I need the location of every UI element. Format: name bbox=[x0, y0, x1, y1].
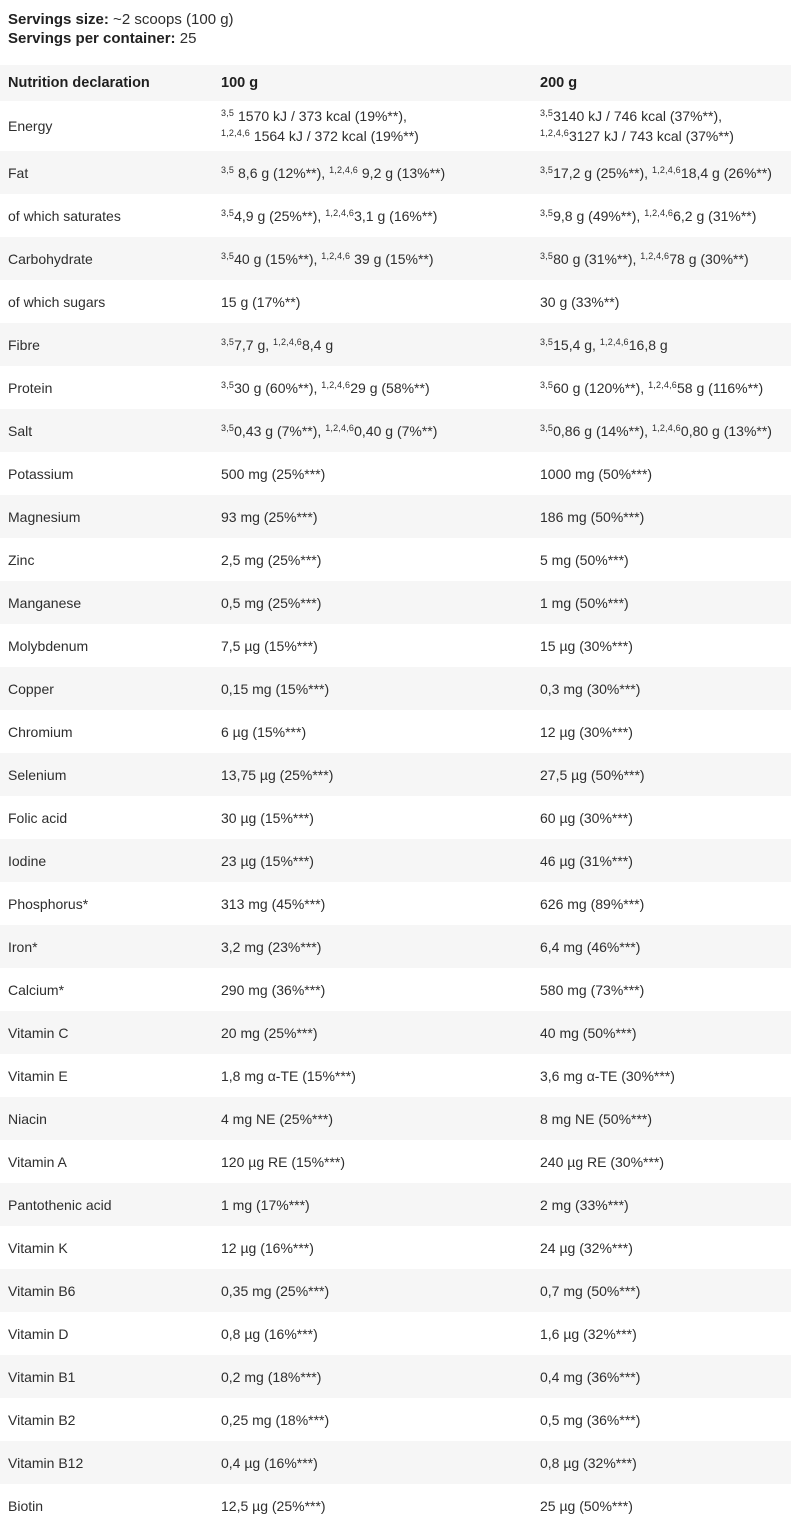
per-200g-value-cell: 60 µg (30%***) bbox=[540, 809, 633, 826]
nutrient-name-cell: of which saturates bbox=[8, 207, 121, 224]
servings-size-value: ~2 scoops (100 g) bbox=[108, 11, 234, 28]
nutrition-table bbox=[0, 65, 791, 1527]
table-body bbox=[0, 101, 791, 1527]
per-200g-value-cell: 27,5 µg (50%***) bbox=[540, 766, 645, 783]
nutrient-name-cell: Protein bbox=[8, 379, 53, 396]
nutrient-name-cell: Niacin bbox=[8, 1110, 47, 1127]
reference-superscript: 1,2,4,6 bbox=[273, 336, 302, 347]
per-100g-value-cell: $^{3,5}$ 1570 kJ / 373 kcal (19%**), $^{1,2,4,6}$ 1564 kJ / 372 kcal (19%**) bbox=[221, 108, 419, 144]
per-100g-value-cell: 1 mg (17%***) bbox=[221, 1196, 310, 1213]
per-200g-value-cell: 6,4 mg (46%***) bbox=[540, 938, 641, 955]
nutrient-name-cell: Potassium bbox=[8, 465, 74, 482]
per-200g-value-cell: 0,7 mg (50%***) bbox=[540, 1282, 641, 1299]
table-row bbox=[0, 1140, 791, 1183]
reference-superscript: 3,5 bbox=[540, 379, 554, 390]
nutrient-name-cell: Molybdenum bbox=[8, 637, 89, 654]
per-200g-value-cell: 0,5 mg (36%***) bbox=[540, 1411, 641, 1428]
per-100g-value-cell: 4 mg NE (25%***) bbox=[221, 1110, 334, 1127]
reference-superscript: 1,2,4,6 bbox=[648, 379, 678, 390]
column-header-nutrition-declaration: Nutrition declaration bbox=[8, 75, 150, 91]
nutrient-name-cell: of which sugars bbox=[8, 293, 106, 310]
per-200g-value-cell: 12 µg (30%***) bbox=[540, 723, 633, 740]
per-100g-value-cell: 290 mg (36%***) bbox=[221, 981, 326, 998]
nutrient-name-cell: Magnesium bbox=[8, 508, 81, 525]
reference-superscript: 1,2,4,6 bbox=[321, 379, 351, 390]
nutrient-name-cell: Chromium bbox=[8, 723, 73, 740]
nutrient-name-cell: Vitamin D bbox=[8, 1325, 69, 1342]
table-row bbox=[0, 796, 791, 839]
table-header-row bbox=[0, 65, 791, 101]
per-200g-value-cell: 1000 mg (50%***) bbox=[540, 465, 653, 482]
table-row bbox=[0, 452, 791, 495]
table-row bbox=[0, 1011, 791, 1054]
per-200g-value-cell: 46 µg (31%***) bbox=[540, 852, 633, 869]
nutrient-name-cell: Fibre bbox=[8, 336, 40, 353]
table-row bbox=[0, 753, 791, 796]
servings-size-line bbox=[8, 10, 791, 29]
per-100g-value-cell: $^{3,5}$4,9 g (25%**), $^{1,2,4,6}$3,1 g (16%**) bbox=[221, 207, 438, 224]
nutrient-name-cell: Vitamin B2 bbox=[8, 1411, 76, 1428]
per-100g-value-cell: $^{3,5}$7,7 g, $^{1,2,4,6}$8,4 g bbox=[221, 336, 334, 353]
column-header-100g: 100 g bbox=[221, 75, 259, 91]
table-row bbox=[0, 839, 791, 882]
reference-superscript: 3,5 bbox=[221, 379, 235, 390]
per-200g-value-cell: $^{3,5}$80 g (31%**), $^{1,2,4,6}$78 g (30%**) bbox=[540, 250, 749, 267]
per-100g-value-cell: 0,15 mg (15%***) bbox=[221, 680, 330, 697]
table-row bbox=[0, 1183, 791, 1226]
per-100g-value-cell: 2,5 mg (25%***) bbox=[221, 551, 322, 568]
per-200g-value-cell: $^{3,5}$3140 kJ / 746 kcal (37%**), $^{1,2,4,6}$3127 kJ / 743 kcal (37%**) bbox=[540, 108, 734, 144]
table-row bbox=[0, 194, 791, 237]
per-100g-value-cell: 0,5 mg (25%***) bbox=[221, 594, 322, 611]
per-100g-value-cell: $^{3,5}$40 g (15%**), $^{1,2,4,6}$ 39 g (15%**) bbox=[221, 250, 434, 267]
nutrient-name-cell: Folic acid bbox=[8, 809, 68, 826]
per-100g-value-cell: 0,8 µg (16%***) bbox=[221, 1325, 318, 1342]
nutrient-name-cell: Pantothenic acid bbox=[8, 1196, 112, 1213]
per-100g-value-cell: 0,35 mg (25%***) bbox=[221, 1282, 330, 1299]
reference-superscript: 3,5 bbox=[221, 108, 235, 118]
reference-superscript: 3,5 bbox=[540, 164, 554, 175]
per-100g-value-cell: 93 mg (25%***) bbox=[221, 508, 318, 525]
table-row bbox=[0, 1355, 791, 1398]
table-row bbox=[0, 409, 791, 452]
per-100g-value-cell: 20 mg (25%***) bbox=[221, 1024, 318, 1041]
servings-per-container-value: 25 bbox=[175, 30, 197, 47]
table-row bbox=[0, 1226, 791, 1269]
per-200g-value-cell: 1 mg (50%***) bbox=[540, 594, 629, 611]
per-100g-value-cell: $^{3,5}$0,43 g (7%**), $^{1,2,4,6}$0,40 g (7%**) bbox=[221, 422, 438, 439]
table-row bbox=[0, 624, 791, 667]
reference-superscript: 1,2,4,6 bbox=[644, 207, 674, 218]
per-200g-value-cell: 25 µg (50%***) bbox=[540, 1497, 633, 1514]
per-200g-value-cell: $^{3,5}$17,2 g (25%**), $^{1,2,4,6}$18,4 g (26%**) bbox=[540, 164, 772, 181]
column-header-200g: 200 g bbox=[540, 75, 578, 91]
per-200g-value-cell: 3,6 mg α-TE (30%***) bbox=[540, 1067, 675, 1084]
per-200g-value-cell: 30 g (33%**) bbox=[540, 293, 620, 310]
table-row bbox=[0, 882, 791, 925]
reference-superscript: 3,5 bbox=[540, 250, 554, 261]
nutrient-name-cell: Iron* bbox=[8, 938, 38, 955]
per-100g-value-cell: 120 µg RE (15%***) bbox=[221, 1153, 346, 1170]
reference-superscript: 1,2,4,6 bbox=[321, 250, 351, 261]
nutrient-name-cell: Copper bbox=[8, 680, 54, 697]
per-100g-value-cell: 13,75 µg (25%***) bbox=[221, 766, 334, 783]
per-200g-value-cell: 0,4 mg (36%***) bbox=[540, 1368, 641, 1385]
table-row bbox=[0, 1054, 791, 1097]
reference-superscript: 3,5 bbox=[221, 250, 235, 261]
reference-superscript: 3,5 bbox=[221, 336, 235, 347]
reference-superscript: 1,2,4,6 bbox=[651, 164, 681, 175]
reference-superscript: 3,5 bbox=[221, 422, 235, 433]
table-row bbox=[0, 925, 791, 968]
nutrient-name-cell: Selenium bbox=[8, 766, 67, 783]
table-row bbox=[0, 151, 791, 194]
nutrient-name-cell: Energy bbox=[8, 118, 53, 134]
nutrient-name-cell: Phosphorus* bbox=[8, 895, 89, 912]
per-200g-value-cell: $^{3,5}$9,8 g (49%**), $^{1,2,4,6}$6,2 g (31%**) bbox=[540, 207, 757, 224]
reference-superscript: 1,2,4,6 bbox=[599, 336, 629, 347]
reference-superscript: 1,2,4,6 bbox=[221, 128, 250, 138]
per-100g-value-cell: 23 µg (15%***) bbox=[221, 852, 314, 869]
nutrient-name-cell: Vitamin B6 bbox=[8, 1282, 76, 1299]
table-row bbox=[0, 495, 791, 538]
table-row bbox=[0, 710, 791, 753]
per-100g-value-cell: 6 µg (15%***) bbox=[221, 723, 307, 740]
per-100g-value-cell: 0,2 mg (18%***) bbox=[221, 1368, 322, 1385]
reference-superscript: 1,2,4,6 bbox=[540, 128, 569, 138]
per-200g-value-cell: 5 mg (50%***) bbox=[540, 551, 629, 568]
per-200g-value-cell: 186 mg (50%***) bbox=[540, 508, 645, 525]
per-200g-value-cell: $^{3,5}$60 g (120%**), $^{1,2,4,6}$58 g (116%**) bbox=[540, 379, 764, 396]
nutrient-name-cell: Iodine bbox=[8, 852, 47, 869]
nutrient-name-cell: Fat bbox=[8, 164, 29, 181]
reference-superscript: 3,5 bbox=[540, 422, 554, 433]
per-200g-value-cell: 0,8 µg (32%***) bbox=[540, 1454, 637, 1471]
per-200g-value-cell: $^{3,5}$15,4 g, $^{1,2,4,6}$16,8 g bbox=[540, 336, 668, 353]
table-row bbox=[0, 1398, 791, 1441]
table-row bbox=[0, 1312, 791, 1355]
reference-superscript: 3,5 bbox=[540, 336, 554, 347]
nutrient-name-cell: Zinc bbox=[8, 551, 35, 568]
per-200g-value-cell: 0,3 mg (30%***) bbox=[540, 680, 641, 697]
nutrient-name-cell: Vitamin E bbox=[8, 1067, 68, 1084]
nutrient-name-cell: Vitamin K bbox=[8, 1239, 68, 1256]
table-row bbox=[0, 581, 791, 624]
per-200g-value-cell: 240 µg RE (30%***) bbox=[540, 1153, 665, 1170]
servings-size-label: Servings size: bbox=[8, 11, 109, 28]
table-row bbox=[0, 667, 791, 710]
reference-superscript: 1,2,4,6 bbox=[325, 207, 355, 218]
per-200g-value-cell: 2 mg (33%***) bbox=[540, 1196, 629, 1213]
per-100g-value-cell: 500 mg (25%***) bbox=[221, 465, 326, 482]
reference-superscript: 3,5 bbox=[540, 108, 554, 118]
table-row bbox=[0, 968, 791, 1011]
per-200g-value-cell: 15 µg (30%***) bbox=[540, 637, 633, 654]
table-row bbox=[0, 101, 791, 151]
per-100g-value-cell: 0,4 µg (16%***) bbox=[221, 1454, 318, 1471]
nutrient-name-cell: Manganese bbox=[8, 594, 82, 611]
per-100g-value-cell: 3,2 mg (23%***) bbox=[221, 938, 322, 955]
table-row bbox=[0, 237, 791, 280]
per-100g-value-cell: $^{3,5}$ 8,6 g (12%**), $^{1,2,4,6}$ 9,2 g (13%**) bbox=[221, 164, 446, 181]
reference-superscript: 3,5 bbox=[540, 207, 554, 218]
per-200g-value-cell: 626 mg (89%***) bbox=[540, 895, 645, 912]
per-100g-value-cell: 12 µg (16%***) bbox=[221, 1239, 314, 1256]
nutrient-name-cell: Calcium* bbox=[8, 981, 65, 998]
per-100g-value-cell: 0,25 mg (18%***) bbox=[221, 1411, 330, 1428]
table-row bbox=[0, 1269, 791, 1312]
table-row bbox=[0, 1441, 791, 1484]
nutrient-name-cell: Salt bbox=[8, 422, 33, 439]
table-row bbox=[0, 280, 791, 323]
per-100g-value-cell: 313 mg (45%***) bbox=[221, 895, 326, 912]
per-100g-value-cell: 1,8 mg α-TE (15%***) bbox=[221, 1067, 356, 1084]
nutrient-name-cell: Vitamin C bbox=[8, 1024, 69, 1041]
reference-superscript: 1,2,4,6 bbox=[329, 164, 358, 175]
nutrient-name-cell: Biotin bbox=[8, 1497, 44, 1514]
reference-superscript: 1,2,4,6 bbox=[651, 422, 681, 433]
per-200g-value-cell: $^{3,5}$0,86 g (14%**), $^{1,2,4,6}$0,80 g (13%**) bbox=[540, 422, 772, 439]
servings-info bbox=[0, 0, 791, 48]
per-200g-value-cell: 8 mg NE (50%***) bbox=[540, 1110, 653, 1127]
per-100g-value-cell: 12,5 µg (25%***) bbox=[221, 1497, 326, 1514]
per-200g-value-cell: 24 µg (32%***) bbox=[540, 1239, 633, 1256]
nutrient-name-cell: Vitamin B1 bbox=[8, 1368, 76, 1385]
per-200g-value-cell: 1,6 µg (32%***) bbox=[540, 1325, 637, 1342]
per-100g-value-cell: 30 µg (15%***) bbox=[221, 809, 314, 826]
table-row bbox=[0, 538, 791, 581]
per-200g-value-cell: 40 mg (50%***) bbox=[540, 1024, 637, 1041]
table-row bbox=[0, 1484, 791, 1527]
per-200g-value-cell: 580 mg (73%***) bbox=[540, 981, 645, 998]
reference-superscript: 1,2,4,6 bbox=[640, 250, 670, 261]
servings-per-container-line bbox=[8, 29, 791, 48]
table-row bbox=[0, 1097, 791, 1140]
reference-superscript: 3,5 bbox=[221, 164, 235, 175]
reference-superscript: 1,2,4,6 bbox=[325, 422, 355, 433]
nutrient-name-cell: Carbohydrate bbox=[8, 250, 93, 267]
per-100g-value-cell: 7,5 µg (15%***) bbox=[221, 637, 318, 654]
nutrient-name-cell: Vitamin A bbox=[8, 1153, 67, 1170]
per-100g-value-cell: 15 g (17%**) bbox=[221, 293, 301, 310]
table-row bbox=[0, 323, 791, 366]
servings-per-container-label: Servings per container: bbox=[8, 30, 176, 47]
reference-superscript: 3,5 bbox=[221, 207, 235, 218]
table-row bbox=[0, 366, 791, 409]
per-100g-value-cell: $^{3,5}$30 g (60%**), $^{1,2,4,6}$29 g (58%**) bbox=[221, 379, 430, 396]
nutrient-name-cell: Vitamin B12 bbox=[8, 1454, 84, 1471]
